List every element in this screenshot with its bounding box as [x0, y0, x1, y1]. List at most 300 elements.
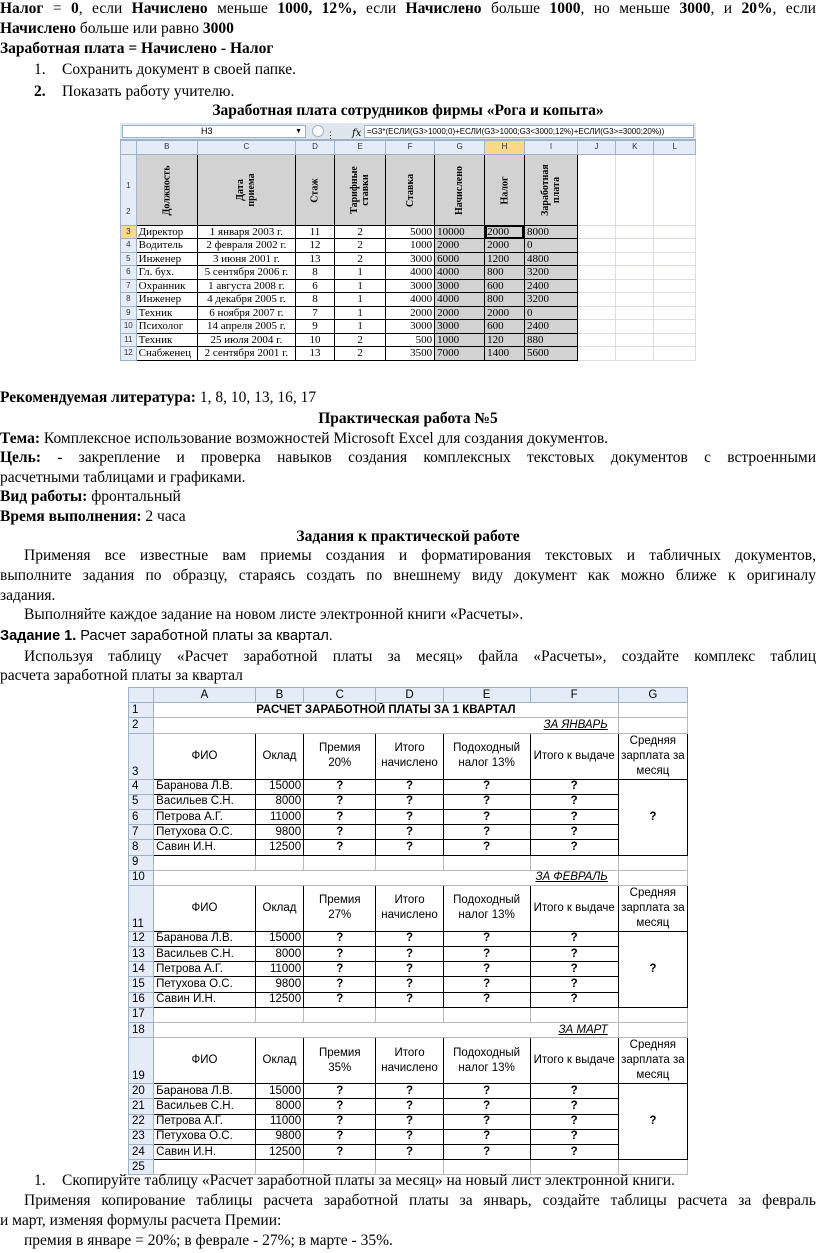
row-header[interactable]: 12	[121, 347, 137, 361]
table-cell[interactable]: 2000	[485, 306, 525, 320]
unknown-value[interactable]: ?	[530, 779, 618, 794]
col-header-i[interactable]: I	[524, 141, 577, 155]
name-box[interactable]: H3 ▼	[122, 125, 306, 138]
table-cell[interactable]: 7000	[435, 347, 485, 361]
unknown-value[interactable]: ?	[304, 992, 376, 1007]
row-header[interactable]: 24	[129, 1144, 154, 1159]
empty-cell[interactable]	[654, 347, 696, 361]
empty-cell[interactable]	[255, 1007, 303, 1022]
row-header[interactable]: 7	[121, 279, 137, 293]
employee-salary[interactable]: 11000	[255, 962, 303, 977]
table-cell[interactable]: 2400	[524, 320, 577, 334]
empty-cell[interactable]	[616, 154, 654, 225]
unknown-value[interactable]: ?	[376, 1129, 443, 1144]
row-header[interactable]: 2	[129, 718, 154, 733]
unknown-value[interactable]: ?	[376, 840, 443, 855]
unknown-value[interactable]: ?	[443, 1129, 530, 1144]
col-header-k[interactable]: K	[616, 141, 654, 155]
col-header-e[interactable]: E	[443, 688, 530, 703]
table-cell[interactable]: 6000	[435, 252, 485, 266]
unknown-value[interactable]: ?	[304, 779, 376, 794]
empty-cell[interactable]	[154, 1007, 256, 1022]
table-cell[interactable]: 3000	[435, 320, 485, 334]
unknown-value[interactable]: ?	[376, 992, 443, 1007]
employee-salary[interactable]: 8000	[255, 794, 303, 809]
row-header[interactable]: 5	[129, 794, 154, 809]
table-cell[interactable]: 7	[295, 306, 334, 320]
employee-name[interactable]: Васильев С.Н.	[154, 794, 256, 809]
employee-salary[interactable]: 11000	[255, 1114, 303, 1129]
row-header[interactable]: 14	[129, 962, 154, 977]
row-header[interactable]: 3	[129, 733, 154, 779]
header-tax: Подоходный налог 13%	[443, 885, 530, 931]
empty-cell[interactable]	[616, 320, 654, 334]
employee-salary[interactable]: 12500	[255, 840, 303, 855]
empty-cell[interactable]	[654, 239, 696, 253]
table-cell[interactable]: 1	[335, 293, 386, 307]
unknown-value[interactable]: ?	[376, 794, 443, 809]
table-cell[interactable]: 6 ноября 2007 г.	[197, 306, 295, 320]
table-cell[interactable]: 2000	[485, 239, 525, 253]
employee-salary[interactable]: 9800	[255, 977, 303, 992]
row-header[interactable]: 21	[129, 1099, 154, 1114]
row-header[interactable]: 8	[121, 293, 137, 307]
table-cell[interactable]: Водитель	[136, 239, 197, 253]
table-cell[interactable]: Техник	[136, 306, 197, 320]
empty-cell[interactable]	[376, 1007, 443, 1022]
empty-cell[interactable]	[616, 225, 654, 239]
table-cell[interactable]: 4000	[435, 293, 485, 307]
employee-salary[interactable]: 9800	[255, 1129, 303, 1144]
empty-cell[interactable]	[376, 855, 443, 870]
row-header[interactable]: 18	[129, 1023, 154, 1038]
table-cell[interactable]: 2000	[435, 306, 485, 320]
empty-cell[interactable]	[577, 279, 615, 293]
empty-cell[interactable]	[304, 1007, 376, 1022]
table-cell[interactable]: 25 июля 2004 г.	[197, 333, 295, 347]
unknown-value[interactable]: ?	[304, 947, 376, 962]
row-header[interactable]: 3	[121, 225, 137, 239]
employee-salary[interactable]: 15000	[255, 931, 303, 946]
employee-salary[interactable]: 11000	[255, 809, 303, 824]
row-header[interactable]: 4	[121, 239, 137, 253]
row-header[interactable]: 19	[129, 1038, 154, 1084]
table-row	[129, 855, 688, 870]
row-header[interactable]: 6	[121, 266, 137, 280]
table-cell[interactable]: Инженер	[136, 293, 197, 307]
col-header-d[interactable]: D	[295, 141, 334, 155]
row-header[interactable]: 6	[129, 809, 154, 824]
table-cell[interactable]: 2	[335, 252, 386, 266]
unknown-value[interactable]: ?	[443, 840, 530, 855]
table-cell[interactable]: 8	[295, 266, 334, 280]
empty-cell[interactable]	[618, 1007, 687, 1022]
employee-name[interactable]: Савин И.Н.	[154, 1144, 256, 1159]
unknown-value[interactable]: ?	[376, 1114, 443, 1129]
employee-salary[interactable]: 12500	[255, 992, 303, 1007]
table-row	[121, 225, 696, 239]
unknown-value[interactable]: ?	[530, 1099, 618, 1114]
unknown-value[interactable]: ?	[376, 809, 443, 824]
col-header-d[interactable]: D	[376, 688, 443, 703]
row-header-1-2[interactable]: 1 2	[121, 154, 137, 225]
table-cell[interactable]: Гл. бух.	[136, 266, 197, 280]
empty-cell[interactable]	[577, 306, 615, 320]
unknown-value[interactable]: ?	[443, 1084, 530, 1099]
employee-name[interactable]: Петухова О.С.	[154, 1129, 256, 1144]
empty-cell[interactable]	[577, 333, 615, 347]
corner-cell[interactable]	[129, 688, 154, 703]
unknown-value[interactable]: ?	[376, 779, 443, 794]
table-row	[121, 306, 696, 320]
table-cell[interactable]: 0	[524, 306, 577, 320]
table-cell[interactable]: 9	[295, 320, 334, 334]
empty-cell[interactable]	[618, 718, 687, 733]
empty-cell[interactable]	[618, 1023, 687, 1038]
table-cell[interactable]: 5600	[524, 347, 577, 361]
paragraph-2: Выполняйте каждое задание на новом листе электронной книги «Расчеты».	[24, 606, 524, 623]
table-cell[interactable]: 1000	[435, 333, 485, 347]
empty-cell[interactable]	[616, 252, 654, 266]
row-header[interactable]: 20	[129, 1084, 154, 1099]
col-header-b[interactable]: B	[255, 688, 303, 703]
employee-name[interactable]: Савин И.Н.	[154, 840, 256, 855]
empty-cell[interactable]	[443, 1007, 530, 1022]
empty-cell[interactable]	[654, 293, 696, 307]
table-cell[interactable]: Психолог	[136, 320, 197, 334]
header-accrued: Начислено	[435, 154, 485, 225]
row-header[interactable]: 17	[129, 1007, 154, 1022]
corner-cell[interactable]	[121, 141, 137, 155]
table-cell[interactable]: 1000	[386, 239, 435, 253]
row-header[interactable]: 7	[129, 825, 154, 840]
col-header-g[interactable]: G	[618, 688, 687, 703]
table-cell[interactable]: 3000	[435, 279, 485, 293]
unknown-value[interactable]: ?	[530, 840, 618, 855]
empty-cell[interactable]	[654, 266, 696, 280]
table-cell[interactable]: 2000	[435, 239, 485, 253]
unknown-value[interactable]: ?	[376, 825, 443, 840]
table-row	[129, 1038, 688, 1084]
col-header-f[interactable]: F	[386, 141, 435, 155]
table-cell[interactable]: 120	[485, 333, 525, 347]
empty-cell[interactable]	[577, 239, 615, 253]
table-cell[interactable]: 3200	[524, 293, 577, 307]
unknown-value[interactable]: ?	[530, 1129, 618, 1144]
unknown-value[interactable]: ?	[530, 947, 618, 962]
empty-cell[interactable]	[616, 266, 654, 280]
row-header[interactable]: 16	[129, 992, 154, 1007]
month-label: ЗА ЯНВАРЬ	[154, 718, 619, 733]
average-salary[interactable]: ?	[618, 931, 687, 1007]
empty-cell[interactable]	[654, 320, 696, 334]
unknown-value[interactable]: ?	[304, 977, 376, 992]
table-cell[interactable]: 0	[524, 239, 577, 253]
unknown-value[interactable]: ?	[376, 1144, 443, 1159]
col-header-f[interactable]: F	[530, 688, 618, 703]
col-header-c[interactable]: C	[197, 141, 295, 155]
table-cell[interactable]: 2 февраля 2002 г.	[197, 239, 295, 253]
empty-cell[interactable]	[618, 855, 687, 870]
table-cell[interactable]: 800	[485, 293, 525, 307]
empty-cell[interactable]	[616, 347, 654, 361]
employee-name[interactable]: Баранова Л.В.	[154, 931, 256, 946]
unknown-value[interactable]: ?	[530, 1144, 618, 1159]
unknown-value[interactable]: ?	[443, 931, 530, 946]
row-header[interactable]: 1	[129, 703, 154, 718]
table-cell[interactable]: 1 августа 2008 г.	[197, 279, 295, 293]
unknown-value[interactable]: ?	[304, 1114, 376, 1129]
table-cell[interactable]: Инженер	[136, 252, 197, 266]
table-cell[interactable]: 4000	[386, 266, 435, 280]
table-cell[interactable]: 1400	[485, 347, 525, 361]
empty-cell[interactable]	[618, 870, 687, 885]
empty-cell[interactable]	[530, 1007, 618, 1022]
empty-cell[interactable]	[616, 239, 654, 253]
employee-salary[interactable]: 8000	[255, 947, 303, 962]
empty-cell[interactable]	[255, 855, 303, 870]
employee-name[interactable]: Васильев С.Н.	[154, 1099, 256, 1114]
bottom-paragraph-line-2: и март, изменяя формулы расчета Премии:	[0, 1212, 282, 1229]
circle-icon	[312, 125, 324, 137]
table-cell[interactable]: 5000	[386, 225, 435, 239]
row-header[interactable]: 22	[129, 1114, 154, 1129]
table-cell[interactable]: 14 апреля 2005 г.	[197, 320, 295, 334]
table-cell[interactable]: 4 декабря 2005 г.	[197, 293, 295, 307]
unknown-value[interactable]: ?	[304, 1084, 376, 1099]
employee-salary[interactable]: 9800	[255, 825, 303, 840]
empty-cell[interactable]	[577, 320, 615, 334]
row-header[interactable]: 5	[121, 252, 137, 266]
average-salary[interactable]: ?	[618, 1084, 687, 1160]
table-cell[interactable]: 4000	[386, 293, 435, 307]
employee-salary[interactable]: 12500	[255, 1144, 303, 1159]
table-cell[interactable]: 5 сентября 2006 г.	[197, 266, 295, 280]
paragraph-3-line-2: расчета заработной платы за квартал	[0, 667, 243, 684]
row-header[interactable]: 15	[129, 977, 154, 992]
empty-cell[interactable]	[654, 306, 696, 320]
empty-cell[interactable]	[654, 154, 696, 225]
table-cell[interactable]: 1	[335, 306, 386, 320]
table-cell[interactable]: 600	[485, 279, 525, 293]
col-header-a[interactable]: A	[154, 688, 256, 703]
unknown-value[interactable]: ?	[530, 809, 618, 824]
employee-salary[interactable]: 15000	[255, 1084, 303, 1099]
row-header[interactable]: 10	[121, 320, 137, 334]
employee-name[interactable]: Васильев С.Н.	[154, 947, 256, 962]
unknown-value[interactable]: ?	[443, 825, 530, 840]
unknown-value[interactable]: ?	[443, 1144, 530, 1159]
col-header-c[interactable]: C	[304, 688, 376, 703]
table-cell[interactable]: 2	[335, 333, 386, 347]
unknown-value[interactable]: ?	[530, 794, 618, 809]
employee-name[interactable]: Петрова А.Г.	[154, 1114, 256, 1129]
unknown-value[interactable]: ?	[304, 840, 376, 855]
empty-cell[interactable]	[577, 347, 615, 361]
employee-name[interactable]: Петухова О.С.	[154, 977, 256, 992]
unknown-value[interactable]: ?	[443, 779, 530, 794]
col-header-l[interactable]: L	[654, 141, 696, 155]
unknown-value[interactable]: ?	[304, 809, 376, 824]
table-cell[interactable]: 1	[335, 266, 386, 280]
unknown-value[interactable]: ?	[443, 992, 530, 1007]
row-header[interactable]: 8	[129, 840, 154, 855]
unknown-value[interactable]: ?	[443, 947, 530, 962]
employee-name[interactable]: Баранова Л.В.	[154, 1084, 256, 1099]
empty-cell[interactable]	[577, 252, 615, 266]
empty-cell[interactable]	[616, 333, 654, 347]
unknown-value[interactable]: ?	[443, 1099, 530, 1114]
table-cell[interactable]: 2000	[386, 306, 435, 320]
table-cell[interactable]: 3000	[386, 252, 435, 266]
unknown-value[interactable]: ?	[376, 977, 443, 992]
table-row	[129, 1129, 688, 1144]
unknown-value[interactable]: ?	[376, 1084, 443, 1099]
table-cell[interactable]: 1	[335, 279, 386, 293]
header-premium: Премия 27%	[304, 885, 376, 931]
table-cell[interactable]: 600	[485, 320, 525, 334]
fx-icon[interactable]: fx	[352, 128, 362, 139]
table-cell[interactable]: 1	[335, 320, 386, 334]
unknown-value[interactable]: ?	[376, 1099, 443, 1114]
table-cell[interactable]: 8	[295, 293, 334, 307]
row-header[interactable]: 23	[129, 1129, 154, 1144]
table-cell[interactable]: Снабженец	[136, 347, 197, 361]
unknown-value[interactable]: ?	[530, 977, 618, 992]
unknown-value[interactable]: ?	[530, 1114, 618, 1129]
employee-salary[interactable]: 15000	[255, 779, 303, 794]
table-cell[interactable]: 1 января 2003 г.	[197, 225, 295, 239]
table-cell[interactable]: 2	[335, 239, 386, 253]
table-cell[interactable]: 800	[485, 266, 525, 280]
employee-name[interactable]: Баранова Л.В.	[154, 779, 256, 794]
table-cell[interactable]: 3 июня 2001 г.	[197, 252, 295, 266]
table-cell[interactable]: 4000	[435, 266, 485, 280]
unknown-value[interactable]: ?	[304, 825, 376, 840]
unknown-value[interactable]: ?	[530, 931, 618, 946]
col-header-j[interactable]: J	[577, 141, 615, 155]
unknown-value[interactable]: ?	[530, 962, 618, 977]
unknown-value[interactable]: ?	[443, 977, 530, 992]
table-cell[interactable]: 6	[295, 279, 334, 293]
table-cell[interactable]: 10	[295, 333, 334, 347]
table-cell[interactable]: 8000	[524, 225, 577, 239]
row-header[interactable]: 4	[129, 779, 154, 794]
table-cell[interactable]: 2 сентября 2001 г.	[197, 347, 295, 361]
table-cell[interactable]: 3500	[386, 347, 435, 361]
empty-cell[interactable]	[616, 306, 654, 320]
table-cell[interactable]: 500	[386, 333, 435, 347]
table-cell[interactable]: 2000	[485, 225, 525, 239]
table-cell[interactable]: 13	[295, 347, 334, 361]
empty-cell[interactable]	[616, 279, 654, 293]
unknown-value[interactable]: ?	[530, 1084, 618, 1099]
employee-name[interactable]: Петухова О.С.	[154, 825, 256, 840]
row-header[interactable]: 10	[129, 870, 154, 885]
table-cell[interactable]: Охранник	[136, 279, 197, 293]
row-header[interactable]: 9	[121, 306, 137, 320]
row-header[interactable]: 11	[121, 333, 137, 347]
table-cell[interactable]: 2400	[524, 279, 577, 293]
unknown-value[interactable]: ?	[304, 1129, 376, 1144]
empty-cell[interactable]	[304, 855, 376, 870]
table-cell[interactable]: 880	[524, 333, 577, 347]
table-row	[121, 347, 696, 361]
unknown-value[interactable]: ?	[304, 794, 376, 809]
col-header-b[interactable]: B	[136, 141, 197, 155]
table-cell[interactable]: 3000	[386, 320, 435, 334]
unknown-value[interactable]: ?	[304, 931, 376, 946]
empty-cell[interactable]	[654, 252, 696, 266]
unknown-value[interactable]: ?	[304, 1144, 376, 1159]
employee-salary[interactable]: 8000	[255, 1099, 303, 1114]
table-cell[interactable]: Техник	[136, 333, 197, 347]
empty-cell[interactable]	[443, 855, 530, 870]
table-cell[interactable]: 3000	[386, 279, 435, 293]
paragraph-1-line-2: выполните задания по образцу, стараясь создать по внешнему виду документ как можно ближе к оригиналу	[0, 567, 816, 584]
employee-name[interactable]: Савин И.Н.	[154, 992, 256, 1007]
row-header[interactable]: 11	[129, 885, 154, 931]
empty-cell[interactable]	[530, 855, 618, 870]
employee-name[interactable]: Петрова А.Г.	[154, 809, 256, 824]
table-cell[interactable]: 4800	[524, 252, 577, 266]
header-rate: Ставка	[386, 154, 435, 225]
row-header[interactable]: 13	[129, 947, 154, 962]
empty-cell[interactable]	[654, 279, 696, 293]
unknown-value[interactable]: ?	[443, 1114, 530, 1129]
formula-input[interactable]: =G3*(ЕСЛИ(G3>1000;0)+ЕСЛИ(G3>1000;G3<3000;12%)+ЕСЛИ(G3>=3000;20%))	[364, 125, 694, 138]
unknown-value[interactable]: ?	[304, 962, 376, 977]
unknown-value[interactable]: ?	[530, 825, 618, 840]
unknown-value[interactable]: ?	[443, 809, 530, 824]
empty-cell[interactable]	[154, 855, 256, 870]
table-cell[interactable]: 1200	[485, 252, 525, 266]
unknown-value[interactable]: ?	[530, 992, 618, 1007]
row-header[interactable]: 12	[129, 931, 154, 946]
empty-cell[interactable]	[577, 293, 615, 307]
unknown-value[interactable]: ?	[376, 931, 443, 946]
unknown-value[interactable]: ?	[376, 962, 443, 977]
unknown-value[interactable]: ?	[443, 794, 530, 809]
col-header-h[interactable]: H	[485, 141, 525, 155]
table-cell[interactable]: 3200	[524, 266, 577, 280]
table-cell[interactable]: 13	[295, 252, 334, 266]
empty-cell[interactable]	[654, 333, 696, 347]
unknown-value[interactable]: ?	[443, 962, 530, 977]
table-cell[interactable]: 11	[295, 225, 334, 239]
row-header[interactable]: 25	[129, 1160, 154, 1175]
col-header-g[interactable]: G	[435, 141, 485, 155]
table-cell[interactable]: 10000	[435, 225, 485, 239]
average-salary[interactable]: ?	[618, 779, 687, 855]
table-cell[interactable]: 12	[295, 239, 334, 253]
unknown-value[interactable]: ?	[304, 1099, 376, 1114]
empty-cell[interactable]	[616, 293, 654, 307]
empty-cell[interactable]	[654, 225, 696, 239]
table-cell[interactable]: Директор	[136, 225, 197, 239]
empty-cell[interactable]	[577, 154, 615, 225]
empty-cell[interactable]	[577, 266, 615, 280]
table-cell[interactable]: 2	[335, 347, 386, 361]
empty-cell[interactable]	[618, 703, 687, 718]
empty-cell[interactable]	[577, 225, 615, 239]
unknown-value[interactable]: ?	[376, 947, 443, 962]
table-cell[interactable]: 2	[335, 225, 386, 239]
chevron-down-icon[interactable]: ▼	[295, 128, 302, 135]
col-header-e[interactable]: E	[335, 141, 386, 155]
row-header[interactable]: 9	[129, 855, 154, 870]
employee-name[interactable]: Петрова А.Г.	[154, 962, 256, 977]
